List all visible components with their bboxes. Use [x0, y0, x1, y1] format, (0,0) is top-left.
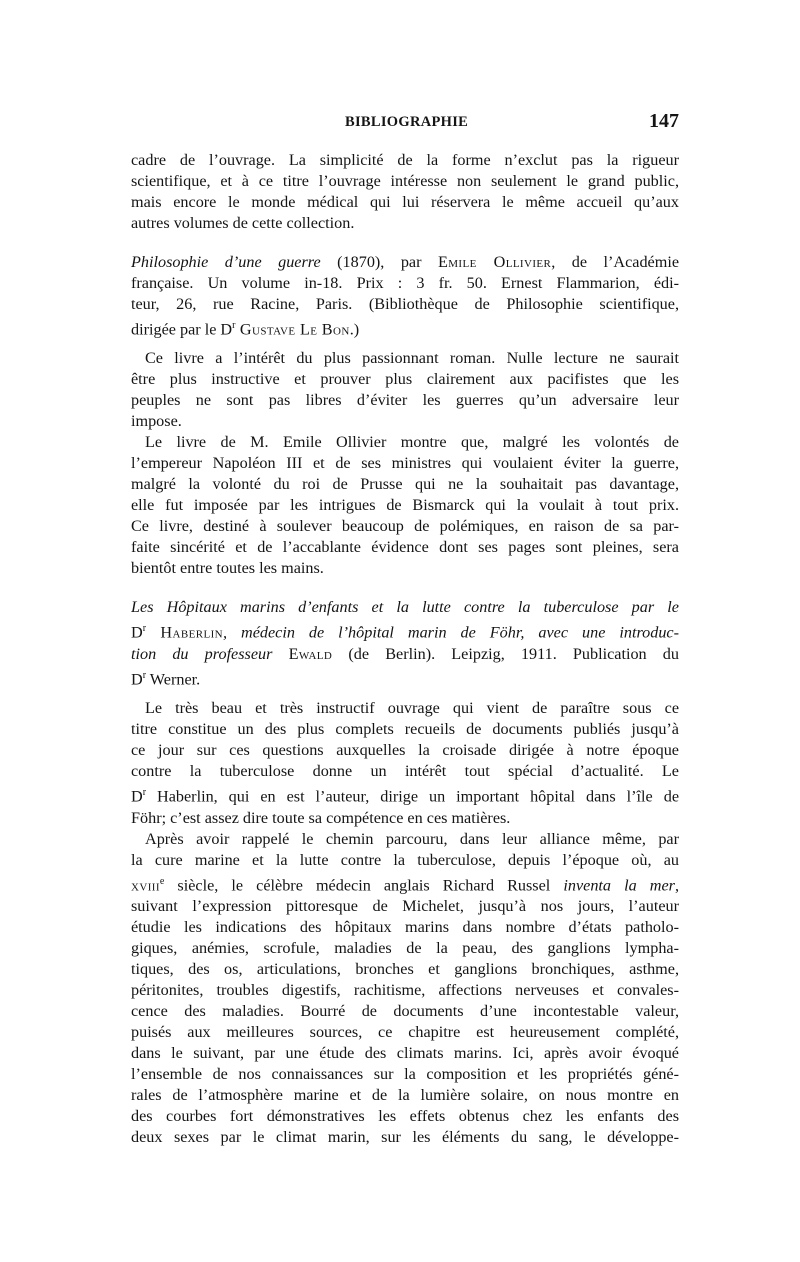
author-name: Haberlin [146, 623, 223, 642]
page-header [131, 110, 679, 138]
book-title: Philosophie d’une guerre [131, 253, 321, 271]
entry-line: $D^r$ Haberlin, médecin de l’hôpital marin de Föhr, avec une introduc- [131, 623, 679, 642]
text-line: l’ensemble de nos connaissances sur la composition et les propriétés géné- [131, 1064, 679, 1083]
text-line: l’empereur Napoléon III et de ses ministres qui voulaient éviter la guerre, [131, 454, 679, 473]
text-line: scientifique, et à ce titre l’ouvrage intéresse non seulement le grand public, [131, 172, 679, 190]
text-line: Föhr; c’est assez dire toute sa compétence en ces matières. [131, 808, 511, 827]
text-line: Le livre de M. Emile Ollivier montre que, malgré les volontés de [145, 433, 679, 452]
text-line: deux sexes par le climat marin, sur les éléments du sang, le développe- [131, 1127, 679, 1146]
text-line: giques, anémies, scrofule, maladies de la peau, des ganglions lympha- [131, 938, 679, 957]
review-paragraph [131, 432, 679, 579]
book-title: Les Hôpitaux marins d’enfants et la lutte contre la tuberculose par le [131, 598, 679, 617]
text-line: étudie les indications des hôpitaux marins dans nombre d’états patholo- [131, 917, 679, 936]
text-line: impose. [131, 412, 182, 431]
editor-name: Gustave Le Bon [235, 320, 350, 339]
paragraph-continuation [131, 150, 679, 234]
text-line: peuples ne sont pas libres d’éviter les guerres qu’un adversaire leur [131, 391, 679, 410]
text-line: cence des maladies. Bourré de documents d’une incontestable valeur, [131, 1001, 679, 1020]
text-line: Ce livre a l’intérêt du plus passionnant roman. Nulle lecture ne saurait [145, 349, 679, 368]
text-line: suivant l’expression pittoresque de Michelet, jusqu’à nos jours, l’auteur [131, 896, 679, 915]
bibliography-entry-2 [131, 597, 679, 690]
text-line: cadre de l’ouvrage. La simplicité de la forme n’exclut pas la rigueur [131, 151, 679, 169]
entry-line: dirigée par le $D^r$ Gustave Le Bon.) [131, 320, 360, 339]
text-line: être plus instructive et prouver plus clairement aux pacifistes que les [131, 370, 679, 389]
text-line: puisés aux meilleures sources, ce chapitre est heureusement complété, [131, 1022, 679, 1041]
text-line: Après avoir rappelé le chemin parcouru, dans leur alliance même, par [145, 829, 679, 848]
text-line: péritonites, troubles digestifs, rachitisme, affections nerveuses et convales- [131, 980, 679, 999]
introducer-name: Ewald [288, 644, 333, 663]
bibliography-entry-1 [131, 252, 679, 340]
text-line: Ce livre, destiné à soulever beaucoup de polémiques, en raison de sa par- [131, 517, 679, 536]
text-line: contre la tuberculose donne un intérêt tout spécial d’actualité. Le [131, 762, 679, 781]
review-paragraph [131, 348, 679, 432]
entry-line: française. Un volume in-18. Prix : 3 fr. 50. Ernest Flammarion, édi- [131, 274, 679, 292]
text-line: faite sincérité et de l’accablante évidence dont ses pages sont pleines, sera [131, 538, 679, 557]
text-line: titre constitue un des plus complets recueils de documents publiés jusqu’à [131, 720, 679, 739]
text-line: tiques, des os, articulations, bronches et ganglions bronchiques, asthme, [131, 959, 679, 978]
page-number: 147 [649, 110, 679, 132]
entry-line: tion du professeur Ewald (de Berlin). Leipzig, 1911. Publication du [131, 644, 679, 663]
entry-line [131, 597, 679, 618]
text-line: dans le suivant, par une étude des climats marins. Ici, après avoir évoqué [131, 1043, 679, 1062]
entry-line: $D^r$ Werner. [131, 669, 201, 689]
text-line: mais encore le monde médical qui lui réservera le même accueil qu’aux [131, 193, 679, 211]
text-line: rales de l’atmosphère marine et de la lumière solaire, on nous montre en [131, 1085, 679, 1104]
text-line: des courbes fort démonstratives les effets obtenus chez les enfants des [131, 1106, 679, 1125]
entry-line: Philosophie d’une guerre (1870), par Emile Ollivier, de l’Académie [131, 253, 679, 271]
review-paragraph [131, 829, 679, 1148]
text-line: $D^r$ Haberlin, qui en est l’auteur, dirige un important hôpital dans l’île de [131, 787, 679, 806]
text-block [131, 150, 679, 1148]
review-paragraph [131, 698, 679, 828]
entry-line: teur, 26, rue Racine, Paris. (Bibliothèque de Philosophie scientifique, [131, 295, 679, 313]
text-line: la cure marine et la lutte contre la tuberculose, depuis l’époque où, au [131, 850, 679, 869]
author-name: Emile Ollivier [437, 253, 552, 271]
text-line: elle fut imposée par les intrigues de Bismarck qui la voulait à tout prix. [131, 496, 679, 515]
running-title: BIBLIOGRAPHIE [345, 114, 469, 130]
text-line: bientôt entre toutes les mains. [131, 559, 324, 578]
text-line: Le très beau et très instructif ouvrage qui vient de paraître sous ce [145, 699, 679, 718]
text-line: autres volumes de cette collection. [131, 214, 355, 232]
text-line: xviii$^e$ siècle, le célèbre médecin anglais Richard Russel inventa la mer, [131, 875, 679, 894]
text-line: malgré la volonté du roi de Prusse qui ne la souhaitait pas davantage, [131, 475, 679, 494]
text-line: ce jour sur ces questions auxquelles la croisade dirigée à notre époque [131, 741, 679, 760]
